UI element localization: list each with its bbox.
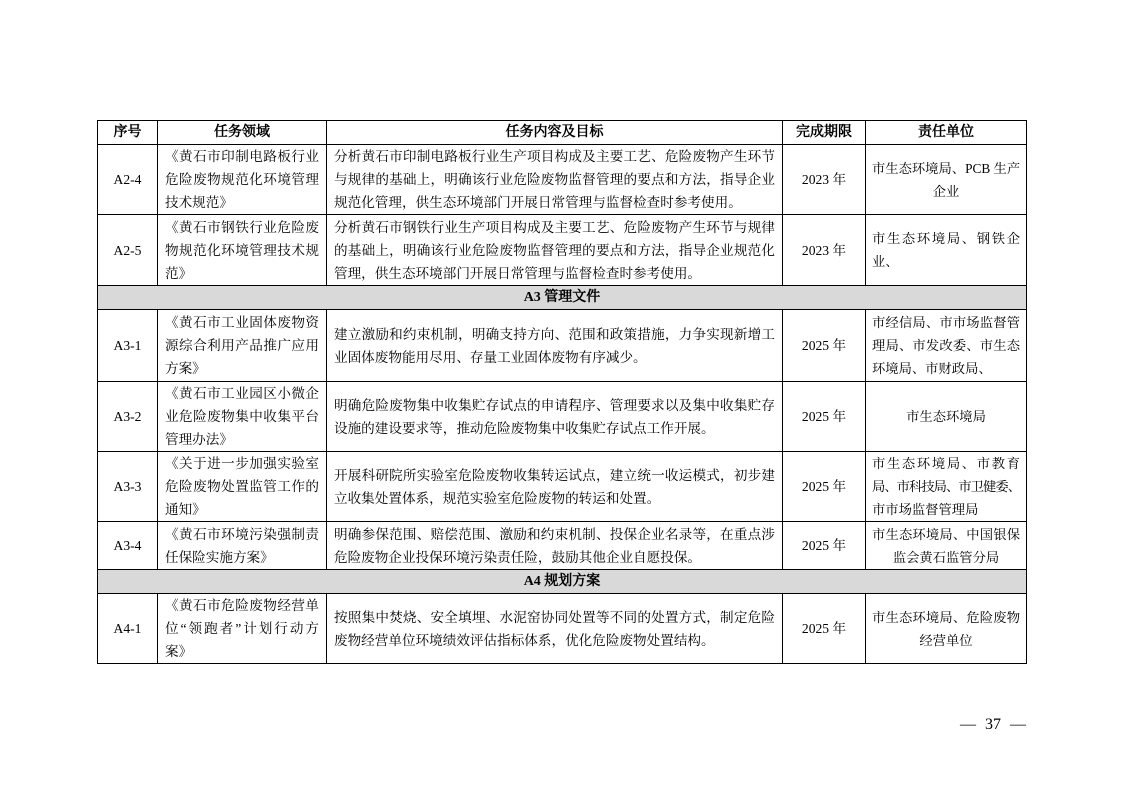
cell-deadline: 2025 年 — [783, 382, 866, 452]
cell-content — [327, 594, 783, 664]
cell-deadline: 2025 年 — [783, 310, 866, 382]
owner-line: 环境局、市财政局、 — [872, 361, 992, 376]
cell-index: A2-5 — [98, 215, 158, 286]
domain-line: 《黄石市危险废物经营单 — [165, 598, 319, 613]
cell-deadline: 2025 年 — [783, 522, 866, 570]
domain-line: 《黄石市钢铁行业危险废 — [165, 219, 319, 235]
owner-line: 业、 — [872, 254, 899, 269]
owner-line: 市生态环境局、市教育 — [872, 456, 1020, 471]
content-line: 规范化管理，供生态环境部门开展日常管理与监督检查时参考使用。 — [334, 195, 742, 210]
table-row-a3-1 — [98, 310, 1027, 382]
cell-owner — [866, 452, 1027, 522]
cell-content — [327, 145, 783, 215]
owner-line: 经营单位 — [919, 632, 973, 648]
domain-line: 源综合利用产品推广应用 — [165, 338, 319, 353]
table-row-a3-3 — [98, 452, 1027, 522]
domain-line: 危险废物处置监管工作的 — [165, 479, 319, 494]
owner-line: 市生态环境局、PCB 生产 — [872, 160, 1021, 176]
header-index: 序号 — [98, 121, 158, 145]
cell-deadline: 2023 年 — [783, 145, 866, 215]
cell-owner — [866, 215, 1027, 286]
cell-content — [327, 382, 783, 452]
header-content: 任务内容及目标 — [327, 121, 783, 145]
domain-line: 方案》 — [165, 361, 206, 376]
table-row-a3-4 — [98, 522, 1027, 570]
content-line: 开展科研院所实验室危险废物收集转运试点，建立统一收运模式，初步建 — [334, 467, 775, 483]
content-line: 与规律的基础上，明确该行业危险废物监督管理的要点和方法，指导企业 — [334, 172, 775, 187]
content-line: 建立激励和约束机制，明确支持方向、范围和政策措施，力争实现新增工 — [334, 326, 775, 342]
header-domain: 任务领域 — [158, 121, 327, 145]
cell-domain — [158, 382, 327, 452]
cell-domain — [158, 594, 327, 664]
domain-line: 管理办法》 — [165, 432, 233, 447]
cell-deadline: 2025 年 — [783, 594, 866, 664]
cell-index: A3-1 — [98, 310, 158, 382]
content-line: 立收集处置体系，规范实验室危险废物的转运和处置。 — [334, 490, 661, 506]
cell-owner — [866, 594, 1027, 664]
content-line: 分析黄石市印制电路板行业生产项目构成及主要工艺、危险废物产生环节 — [334, 149, 775, 164]
section-title: A3 管理文件 — [98, 286, 1027, 310]
content-line: 业固体废物能用尽用、存量工业固体废物有序减少。 — [334, 349, 647, 365]
header-deadline: 完成期限 — [783, 121, 866, 145]
section-row-a4 — [98, 570, 1027, 594]
header-row — [98, 121, 1027, 145]
page-number: — 37 — — [960, 716, 1026, 733]
table-row-a2-5 — [98, 215, 1027, 286]
owner-line: 监会黄石监管分局 — [892, 549, 1000, 565]
cell-owner — [866, 145, 1027, 215]
cell-content — [327, 522, 783, 570]
content-line: 废物经营单位环境绩效评估指标体系，优化危险废物处置结构。 — [334, 632, 715, 648]
owner-line: 理局、市发改委、市生态 — [872, 338, 1020, 353]
content-line: 按照集中焚烧、安全填埋、水泥窑协同处置等不同的处置方式，制定危险 — [334, 609, 775, 625]
domain-line: 通知》 — [165, 502, 206, 517]
section-title: A4 规划方案 — [98, 570, 1027, 594]
table-row-a3-2 — [98, 382, 1027, 452]
owner-line: 市生态环境局、危险废物 — [872, 609, 1020, 625]
cell-content — [327, 310, 783, 382]
cell-owner — [866, 522, 1027, 570]
table-row-a4-1 — [98, 594, 1027, 664]
cell-owner — [866, 310, 1027, 382]
cell-domain — [158, 215, 327, 286]
task-table — [97, 120, 1027, 664]
owner-line: 局、市科技局、市卫健委、 — [872, 479, 1020, 494]
domain-line: 《黄石市工业园区小微企 — [165, 386, 319, 401]
owner-line: 市经信局、市市场监督管 — [872, 315, 1020, 330]
cell-domain — [158, 522, 327, 570]
header-owner: 责任单位 — [866, 121, 1027, 145]
content-line: 管理，供生态环境部门开展日常管理与监督检查时参考使用。 — [334, 265, 702, 281]
owner-line: 市生态环境局 — [906, 409, 986, 424]
cell-owner — [866, 382, 1027, 452]
domain-line: 位“领跑者”计划行动方 — [165, 621, 319, 636]
cell-deadline: 2023 年 — [783, 215, 866, 286]
content-line: 分析黄石市钢铁行业生产项目构成及主要工艺、危险废物产生环节与规律 — [334, 219, 775, 235]
content-line: 明确危险废物集中收集贮存试点的申请程序、管理要求以及集中收集贮存 — [334, 397, 775, 413]
cell-index: A3-2 — [98, 382, 158, 452]
owner-line: 市生态环境局、中国银保 — [872, 526, 1020, 542]
cell-domain — [158, 452, 327, 522]
domain-line: 物规范化环境管理技术规 — [165, 242, 319, 258]
cell-deadline: 2025 年 — [783, 452, 866, 522]
content-line: 危险废物企业投保环境污染责任险，鼓励其他企业自愿投保。 — [334, 549, 702, 565]
content-line: 的基础上，明确该行业危险废物监督管理的要点和方法，指导企业规范化 — [334, 242, 775, 258]
domain-line: 《黄石市工业固体废物资 — [165, 315, 319, 330]
owner-line: 市市场监督管理局 — [872, 502, 979, 517]
domain-line: 《关于进一步加强实验室 — [165, 456, 319, 471]
cell-index: A4-1 — [98, 594, 158, 664]
section-row-a3 — [98, 286, 1027, 310]
cell-index: A3-3 — [98, 452, 158, 522]
domain-line: 任保险实施方案》 — [165, 549, 274, 565]
cell-domain — [158, 310, 327, 382]
cell-content — [327, 452, 783, 522]
domain-line: 《黄石市印制电路板行业 — [165, 149, 319, 164]
content-line: 明确参保范围、赔偿范围、激励和约束机制、投保企业名录等，在重点涉 — [334, 526, 775, 542]
domain-line: 案》 — [165, 644, 193, 659]
content-line: 设施的建设要求等，推动危险废物集中收集贮存试点工作开展。 — [334, 420, 715, 436]
cell-index: A3-4 — [98, 522, 158, 570]
domain-line: 危险废物规范化环境管理 — [165, 172, 319, 187]
owner-line: 企业 — [932, 183, 960, 199]
domain-line: 业危险废物集中收集平台 — [165, 409, 319, 424]
cell-domain — [158, 145, 327, 215]
domain-line: 范》 — [165, 265, 193, 281]
owner-line: 市生态环境局、钢铁企 — [872, 231, 1020, 246]
cell-content — [327, 215, 783, 286]
cell-index: A2-4 — [98, 145, 158, 215]
domain-line: 《黄石市环境污染强制责 — [165, 526, 319, 542]
table-row-a2-4 — [98, 145, 1027, 215]
domain-line: 技术规范》 — [165, 195, 233, 210]
